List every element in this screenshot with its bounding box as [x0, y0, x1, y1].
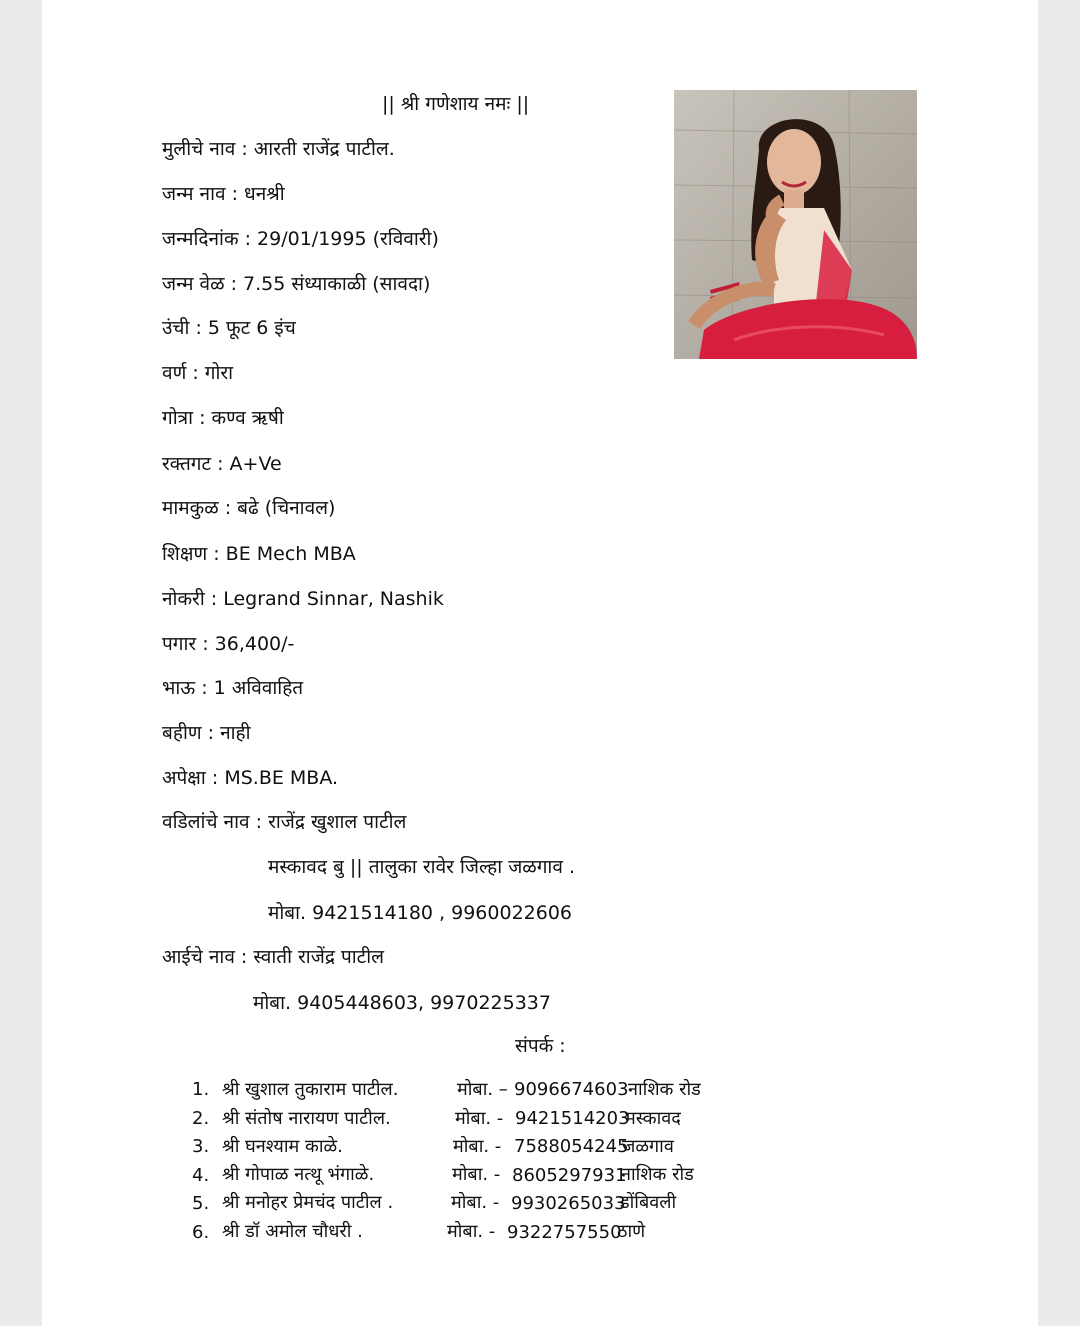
contact-number: 5.	[192, 1193, 210, 1214]
contacts-heading: संपर्क :	[515, 1035, 566, 1057]
contact-place: ठाणे	[617, 1221, 646, 1242]
field-mother-name: आईचे नाव : स्वाती राजेंद्र पाटील	[162, 946, 385, 968]
contact-mobile-label: मोबा. -	[455, 1108, 504, 1129]
contact-name: श्री खुशाल तुकाराम पाटील.	[222, 1079, 399, 1100]
contact-mobile-label: मोबा. –	[457, 1079, 508, 1100]
contact-mobile-label: मोबा. -	[452, 1164, 501, 1185]
contact-phone: 9096674603	[514, 1079, 629, 1100]
contact-mobile-label: मोबा. -	[447, 1221, 496, 1242]
contact-mobile-label: मोबा. -	[451, 1192, 500, 1213]
field-birth-date: जन्मदिनांक : 29/01/1995 (रविवारी)	[162, 228, 439, 250]
field-gotra: गोत्रा : कण्व ऋषी	[162, 407, 284, 429]
contact-phone: 7588054245	[514, 1136, 629, 1157]
contact-place: मस्कावद	[625, 1108, 681, 1129]
contact-number: 1.	[192, 1079, 210, 1100]
mother-mobile: मोबा. 9405448603, 9970225337	[253, 992, 551, 1014]
field-birth-time: जन्म वेळ : 7.55 संध्याकाळी (सावदा)	[162, 273, 431, 295]
field-job: नोकरी : Legrand Sinnar, Nashik	[162, 588, 444, 610]
field-education: शिक्षण : BE Mech MBA	[162, 543, 356, 565]
field-complexion: वर्ण : गोरा	[162, 362, 234, 384]
field-maternal-family: मामकुळ : बढे (चिनावल)	[162, 497, 336, 519]
field-height: उंची : 5 फूट 6 इंच	[162, 317, 296, 339]
field-blood-group: रक्तगट : A+Ve	[162, 453, 282, 475]
contact-number: 6.	[192, 1222, 210, 1243]
profile-photo	[674, 90, 917, 359]
invocation-heading: || श्री गणेशाय नमः ||	[382, 93, 530, 115]
father-mobile: मोबा. 9421514180 , 9960022606	[268, 902, 573, 924]
contact-name: श्री गोपाळ नत्थू भंगाळे.	[222, 1164, 375, 1185]
contact-phone: 9322757550	[507, 1222, 622, 1243]
contact-number: 2.	[192, 1108, 210, 1129]
field-father-name: वडिलांचे नाव : राजेंद्र खुशाल पाटील	[162, 811, 407, 833]
field-girl-name: मुलीचे नाव : आरती राजेंद्र पाटील.	[162, 138, 395, 160]
contact-mobile-label: मोबा. -	[453, 1136, 502, 1157]
field-expectation: अपेक्षा : MS.BE MBA.	[162, 767, 339, 789]
contact-name: श्री घनश्याम काळे.	[222, 1136, 343, 1157]
contact-place: नाशिक रोड	[628, 1079, 701, 1100]
contact-place: नाशिक रोड	[621, 1164, 694, 1185]
contact-phone: 9930265033	[511, 1193, 626, 1214]
contact-name: श्री डॉ अमोल चौधरी .	[222, 1221, 363, 1242]
contact-number: 3.	[192, 1136, 210, 1157]
father-address: मस्कावद बु || तालुका रावेर जिल्हा जळगाव .	[268, 856, 575, 878]
contact-name: श्री संतोष नारायण पाटील.	[222, 1108, 391, 1129]
contact-place: डोंबिवली	[620, 1192, 677, 1213]
field-birth-name: जन्म नाव : धनश्री	[162, 183, 285, 205]
field-sister: बहीण : नाही	[162, 722, 251, 744]
contact-phone: 9421514203	[515, 1108, 630, 1129]
profile-photo-illustration	[674, 90, 917, 359]
contact-place: जळगाव	[622, 1136, 674, 1157]
field-salary: पगार : 36,400/-	[162, 633, 295, 655]
contact-phone: 8605297931	[512, 1165, 627, 1186]
contact-name: श्री मनोहर प्रेमचंद पाटील .	[222, 1192, 394, 1213]
contact-number: 4.	[192, 1165, 210, 1186]
field-brother: भाऊ : 1 अविवाहित	[162, 677, 304, 699]
